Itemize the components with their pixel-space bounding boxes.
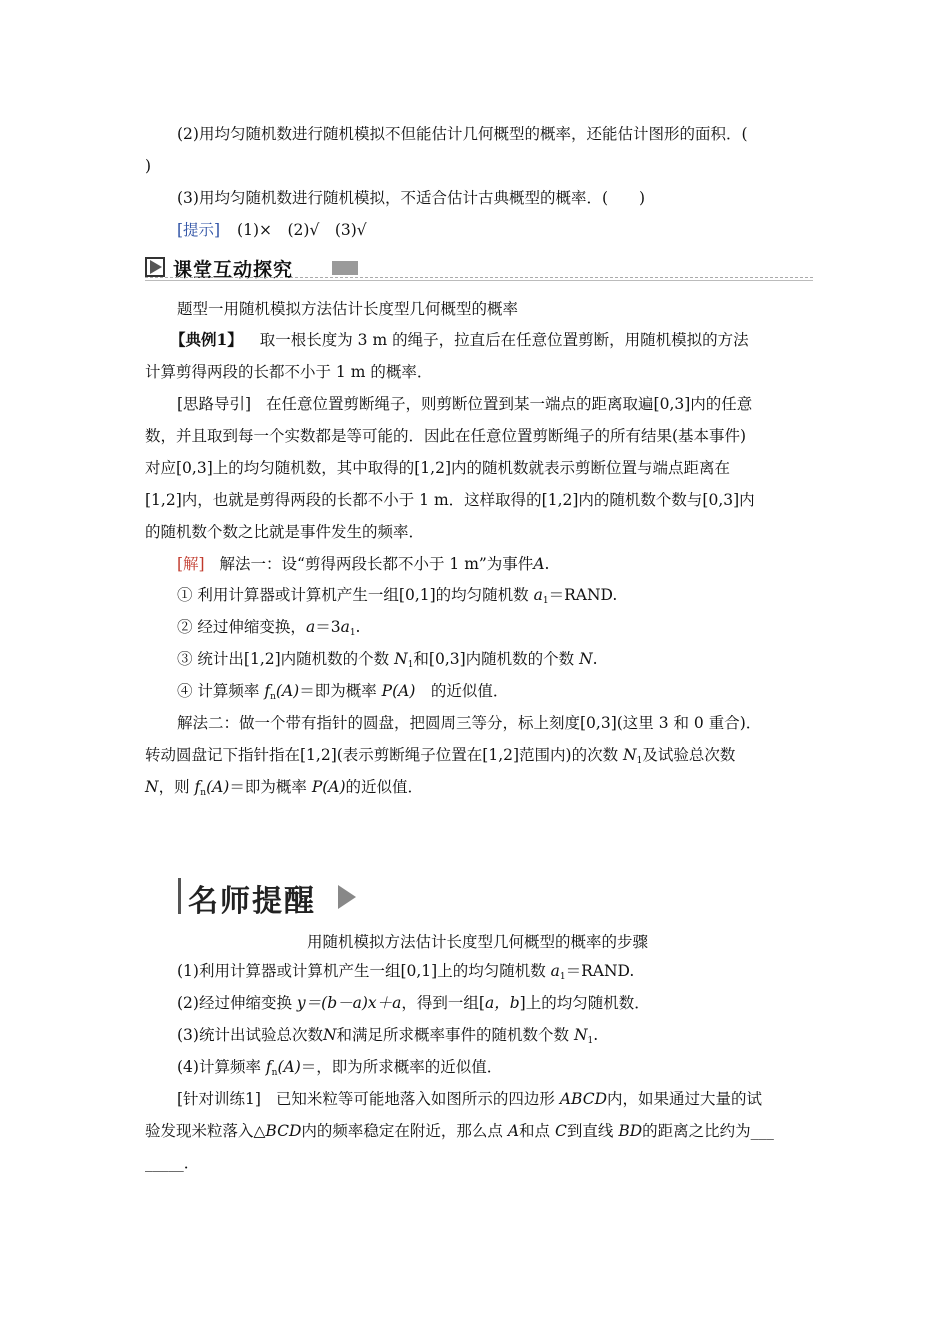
guide-line-3: 对应[0,3]上的均匀随机数，其中取得的[1,2]内的随机数就表示剪断位置与端点距离在 <box>145 459 730 477</box>
tip-step-1: (1)利用计算器或计算机产生一组[0,1]上的均匀随机数 $a_1=RAND$. <box>177 962 635 982</box>
type1-heading: 题型一用随机模拟方法估计长度型几何概型的概率 <box>177 300 519 318</box>
question-2-line: (2)用均匀随机数进行随机模拟不但能估计几何概型的概率，还能估计图形的面积．( <box>177 125 748 143</box>
tip-step-4: (4)计算频率 $f_n(A)=$，即为所求概率的近似值． <box>177 1058 503 1078</box>
training-line-1: [针对训练1] 已知米粒等可能地落入如图所示的四边形 ABCD内，如果通过大量的试 <box>177 1090 763 1108</box>
solution-step-2: ② 经过伸缩变换，$a=3a_1$. <box>177 618 361 638</box>
guide-line-4: [1,2]内，也就是剪得两段的长都不小于 1 m．这样取得的[1,2]内的随机数个数与[0,3]内 <box>145 491 755 509</box>
training-line-2: 验发现米粒落入△BCD内的频率稳定在附近，那么点 A和点 C到直线 BD的距离之比约为___ <box>145 1122 774 1140</box>
solution-method2-line-2: 转动圆盘记下指针指在[1,2](表示剪断绳子位置在[1,2]范围内)的次数 $N_1$及试验总次数 <box>145 746 736 766</box>
hint-answers: (1)× (2)√ (3)√ <box>237 221 367 239</box>
tip-subtitle: 用随机模拟方法估计长度型几何概型的概率的步骤 <box>306 933 648 951</box>
hint-line <box>177 220 810 240</box>
guide-line-1: [思路导引] 在任意位置剪断绳子，则剪断位置到某一端点的距离取遍[0,3]内的任意 <box>177 395 753 413</box>
play-arrow-icon <box>336 884 358 910</box>
example-line-1: 【典例1】 取一根长度为 3 m 的绳子，拉直后在任意位置剪断，用随机模拟的方法 <box>170 330 749 349</box>
section-rule-dashed <box>145 277 813 278</box>
tip-header <box>178 876 398 919</box>
example-line-2: 计算剪得两段的长都不小于 1 m 的概率． <box>145 363 433 381</box>
tip-bar <box>178 878 181 914</box>
solution-step-4: ④ 计算频率 $f_n(A)=$即为概率 P(A) 的近似值． <box>177 682 509 702</box>
section-title: 课堂互动探究 <box>173 259 294 281</box>
guide-line-2: 数，并且取到每一个实数都是等可能的．因此在任意位置剪断绳子的所有结果(基本事件) <box>145 427 747 445</box>
section-header <box>145 254 813 280</box>
pencil-edit-icon <box>145 256 167 278</box>
section-title-block <box>332 261 358 275</box>
hint-label: [提示] <box>177 221 221 239</box>
question-2-continuation: ) <box>145 157 152 175</box>
guide-label: [思路导引] <box>177 395 252 413</box>
question-3-line: (3)用均匀随机数进行随机模拟，不适合估计古典概型的概率．( ) <box>177 189 646 207</box>
tip-title: 名师提醒 <box>188 884 316 919</box>
solution-step-3: ③ 统计出[1,2]内随机数的个数 $N_1$和[0,3]内随机数的个数 N. <box>177 650 598 670</box>
solution-label: [解] <box>177 555 205 573</box>
tip-step-2: (2)经过伸缩变换 y＝(b－a)x＋a，得到一组[a，b]上的均匀随机数． <box>177 994 650 1012</box>
solution-method2-line-1: 解法二：做一个带有指针的圆盘，把圆周三等分，标上刻度[0,3](这里 3 和 0 重合)． <box>177 714 762 732</box>
solution-step-1: ① 利用计算器或计算机产生一组[0,1]的均匀随机数 $a_1=RAND$. <box>177 586 618 606</box>
training-line-3: _____． <box>145 1154 200 1172</box>
training-label: [针对训练1] <box>177 1090 261 1108</box>
guide-line-5: 的随机数个数之比就是事件发生的频率． <box>145 523 425 541</box>
section-rule-solid <box>145 280 813 281</box>
tip-step-3: (3)统计出试验总次数N和满足所求概率事件的随机数个数 $N_1$. <box>177 1026 599 1046</box>
solution-method1-line: [解] 解法一：设“剪得两段长都不小于 1 m”为事件A. <box>177 555 550 573</box>
example-label: 【典例1】 <box>170 330 243 349</box>
solution-method2-line-3: N，则 $f_n(A)=$即为概率 P(A)的近似值． <box>145 778 424 798</box>
